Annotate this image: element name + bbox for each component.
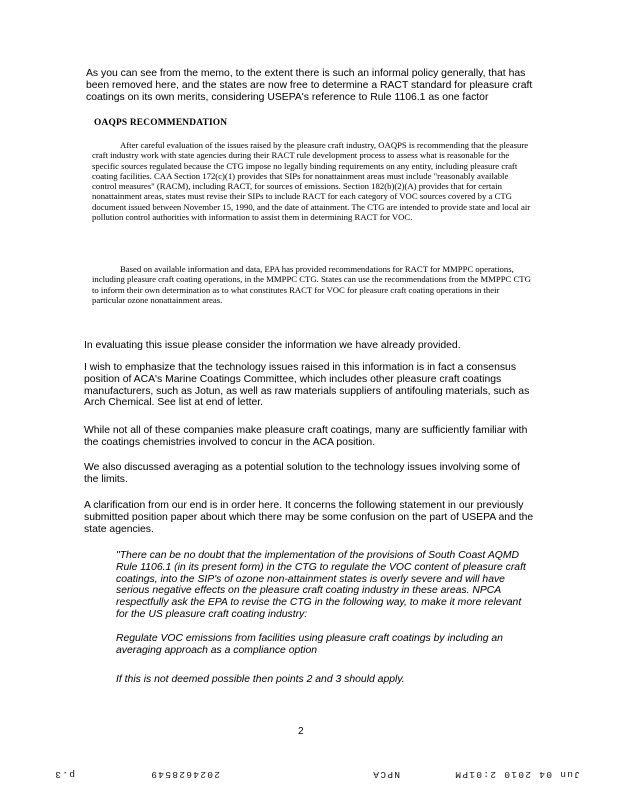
excerpt-paragraph-2: Based on available information and data, EPA has provided recommendations for RACT for MMPPC operations, including pleasure craft coating operations, in the MMPPC CTG. States can use the recommendations from the MMPPC CTG to inform their own determination as to what constitutes RACT for VOC for pleasure craft coating operations in their particular ozone nonattainment areas. <box>92 264 531 305</box>
fax-phone: 2024628549 <box>149 769 220 780</box>
averaging-paragraph: We also discussed averaging as a potential solution to the technology issues involving some of the limits. <box>84 462 520 485</box>
fax-date-time: Jun 04 2010 2:01PM <box>453 769 580 780</box>
fax-header-line <box>40 766 580 780</box>
intro-paragraph: As you can see from the memo, to the extent there is such an informal policy generally, that has been removed here, and the states are now free to determine a RACT standard for pleasure craft coatings on its own merits, considering USEPA's reference to Rule 1106.1 as one factor <box>86 68 533 103</box>
clarification-paragraph: A clarification from our end is in order here. It concerns the following statement in our previously submitted position paper about which there may be some confusion on the part of USEPA and the state agencies. <box>84 500 534 535</box>
excerpt-paragraph-1: After careful evaluation of the issues raised by the pleasure craft industry, OAQPS is recommending that the pleasure craft industry work with state agencies during their RACT rule development process to assess what is reasonable for the specific sources regulated because the CTG impose no legally binding requirements on any entity, including pleasure craft coating facilities. CAA Section 172(c)(1) provides that SIPs for nonattainment areas must include "reasonably available control measures" (RACM), including RACT, for sources of emissions. Section 182(b)(2)(A) provides that for certain nonattainment areas, states must revise their SIPs to include RACT for each category of VOC sources covered by a CTG document issued between November 15, 1990, and the date of attainment. The CTG are intended to provide state and local air pollution control authorities with information to assist them in determining RACT for VOC. <box>92 140 531 223</box>
fax-sender: NPCA <box>371 769 400 780</box>
quoted-statement: "There can be no doubt that the implementation of the provisions of South Coast AQMD Rule 1106.1 (in its present form) in the CTG to regulate the VOC content of pleasure craft coatings, into the SIP's of ozone non-attainment states is overly severe and will have serious negative effects on the pleasure craft coating industry in these areas. NPCA respectfully ask the EPA to revise the CTG in the following way, to make it more relevant for the US pleasure craft coating industry: <box>116 550 526 620</box>
page-number: 2 <box>298 726 304 737</box>
excerpt-heading: OAQPS RECOMMENDATION <box>94 118 228 128</box>
evaluating-paragraph: In evaluating this issue please consider the information we have already provided. <box>84 340 461 351</box>
fax-page: p.3 <box>53 769 75 780</box>
companies-paragraph: While not all of these companies make pleasure craft coatings, many are sufficiently familiar with the coatings chemistries involved to concur in the ACA position. <box>84 425 528 448</box>
emphasize-paragraph: I wish to emphasize that the technology issues raised in this information is in fact a consensus position of ACA's Marine Coatings Committee, which includes other pleasure craft coatings manufacturers, such as Jotun, as well as raw materials suppliers of antifouling materials, such as Arch Chemical. See list at end of letter. <box>84 362 530 409</box>
quoted-option: Regulate VOC emissions from facilities using pleasure craft coatings by including an averaging approach as a compliance option <box>116 633 503 656</box>
quoted-fallback: If this is not deemed possible then points 2 and 3 should apply. <box>116 674 405 685</box>
